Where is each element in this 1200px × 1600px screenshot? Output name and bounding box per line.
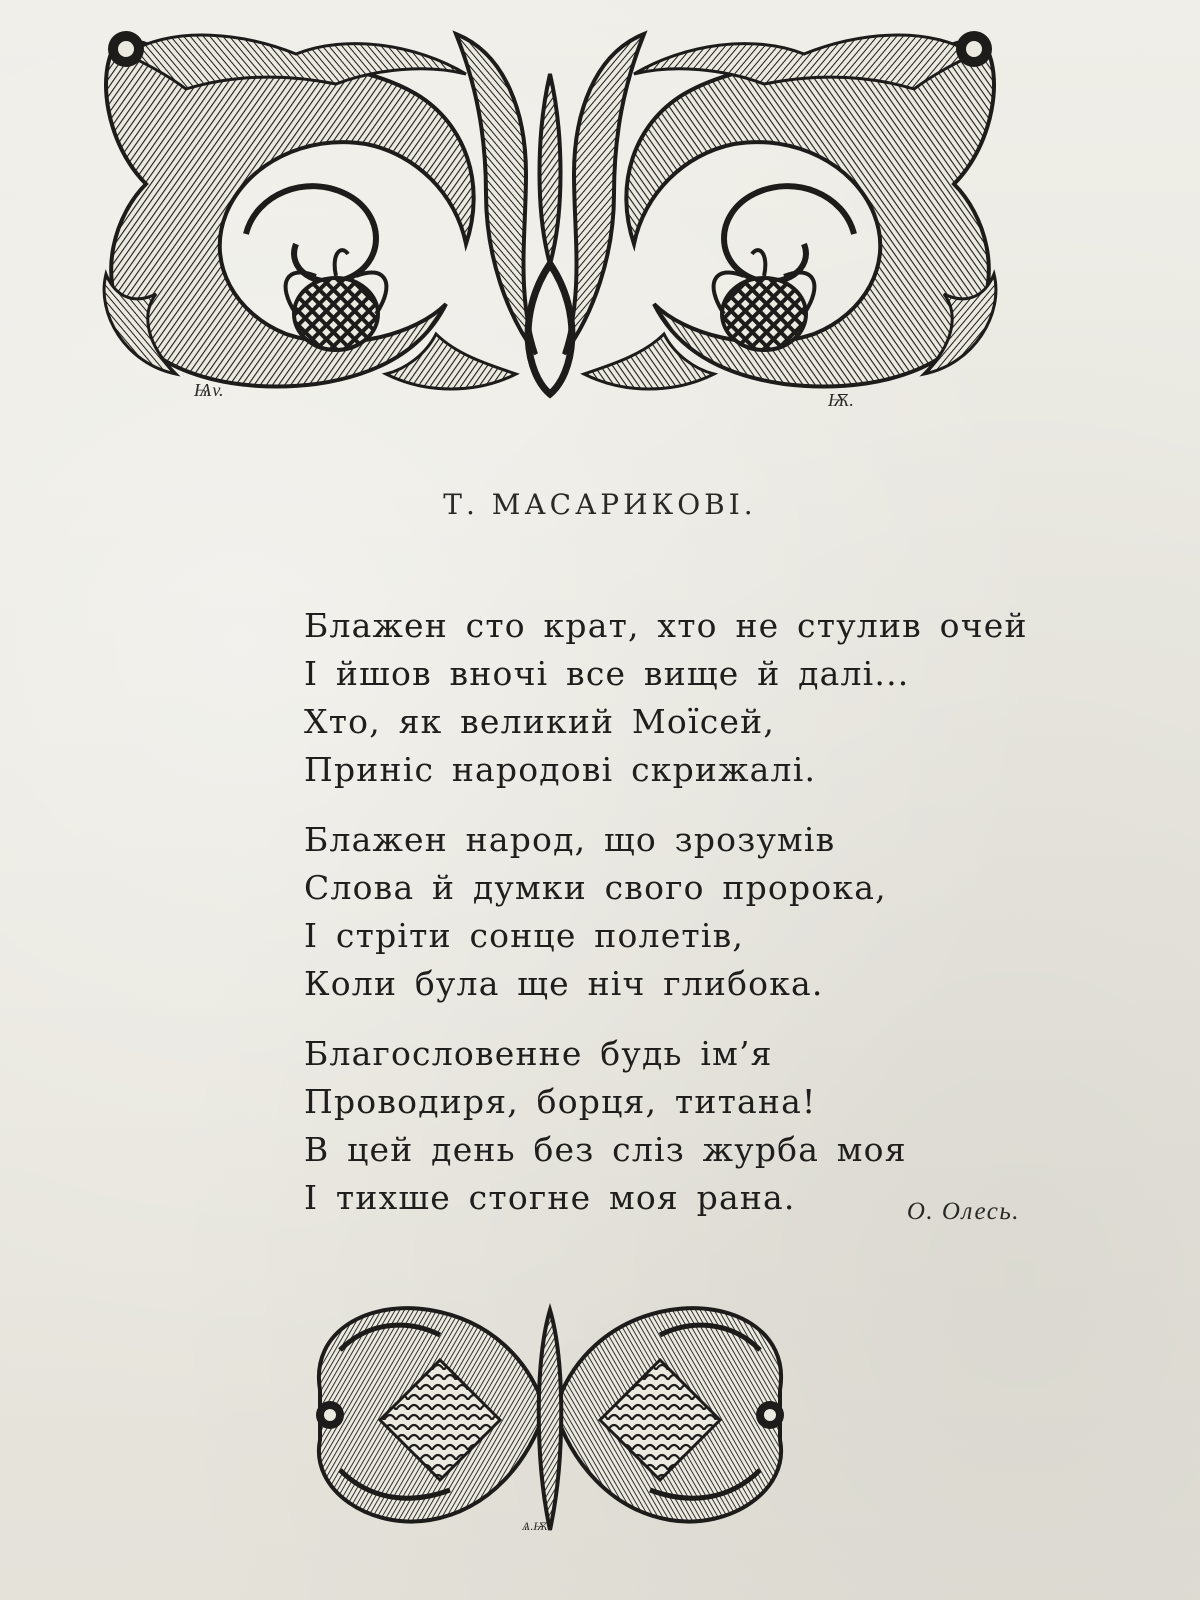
- monogram-left: Ѩv.: [194, 380, 224, 400]
- poem-body: [304, 602, 1028, 1244]
- poem-line: Хто, як великий Моїсей,: [304, 702, 776, 741]
- stanza-1: [304, 602, 1028, 794]
- author-signature: О. Олесь.: [906, 1198, 1020, 1225]
- headpiece-ornament: [86, 14, 1014, 426]
- poem-line: І стріти сонце полетів,: [304, 916, 745, 955]
- poem-line: Блажен народ, що зрозумів: [304, 820, 836, 859]
- poem-line: Благословенне будь ім’я: [304, 1034, 773, 1073]
- stanza-2: [304, 816, 1024, 1008]
- poem-line: Приніс народові скрижалі.: [304, 750, 817, 789]
- monogram-right: Ѭ.: [828, 390, 854, 410]
- poem-line: І тихше стогне моя рана.: [304, 1178, 796, 1217]
- poem-title: Т. МАСАРИКОВІ.: [443, 488, 757, 521]
- poem-line: Слова й думки свого пророка,: [304, 868, 887, 907]
- poem-line: І йшов вночі все вище й далі...: [304, 654, 910, 693]
- poem-line: В цей день без сліз журба моя: [304, 1130, 907, 1169]
- poem-line: Коли була ще ніч глибока.: [304, 964, 824, 1003]
- poem-line: Проводиря, борця, титана!: [304, 1082, 817, 1121]
- tailpiece-ornament: [300, 1290, 800, 1536]
- poem-line: Блажен сто крат, хто не стулив очей: [304, 606, 1028, 645]
- monogram-bottom: Ѧ.Ѭ.: [522, 1519, 551, 1533]
- stanza-3: [304, 1030, 1024, 1222]
